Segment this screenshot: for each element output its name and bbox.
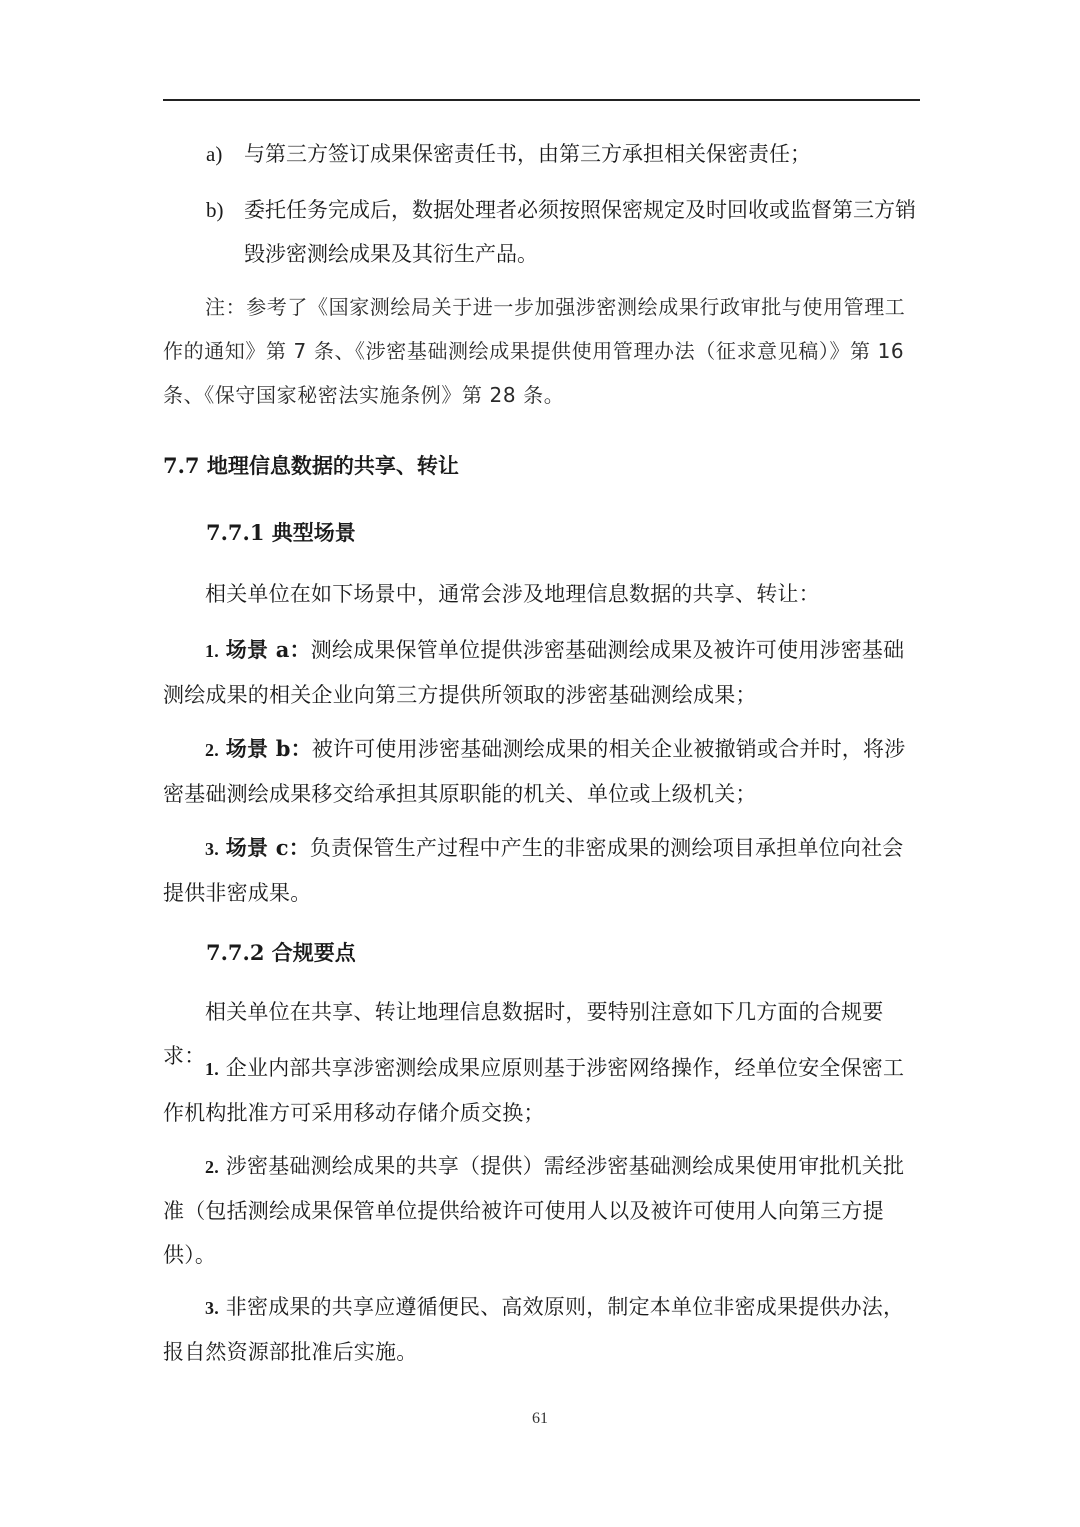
scenarios-intro: 相关单位在如下场景中，通常会涉及地理信息数据的共享、转让： (205, 582, 820, 606)
scenario-item (163, 826, 920, 915)
scenario-number: 2. (205, 740, 219, 760)
compliance-point (163, 1046, 920, 1135)
scenario-label: 场景 c： (225, 835, 310, 860)
scenario-label: 场景 a： (225, 637, 311, 662)
page-number: 61 (532, 1410, 548, 1427)
compliance-intro: 相关单位在共享、转让地理信息数据时，要特别注意如下几方面的合规要求： (163, 1000, 884, 1068)
compliance-number: 3. (205, 1298, 219, 1318)
reference-note: 注：参考了《国家测绘局关于进一步加强涉密测绘成果行政审批与使用管理工作的通知》第 7 条、《涉密基础测绘成果提供使用管理办法（征求意见稿）》第 16 条、《保守国家秘密法实施条例》第 28 条。 (163, 295, 906, 407)
compliance-text: 涉密基础测绘成果的共享（提供）需经涉密基础测绘成果使用审批机关批准（包括测绘成果保管单位提供给被许可使用人以及被许可使用人向第三方提供）。 (163, 1154, 905, 1267)
scenario-text: 测绘成果保管单位提供涉密基础测绘成果及被许可使用涉密基础测绘成果的相关企业向第三方提供所领取的涉密基础测绘成果； (163, 638, 905, 707)
scenario-text: 被许可使用涉密基础测绘成果的相关企业被撤销或合并时，将涉密基础测绘成果移交给承担其原职能的机关、单位或上级机关； (163, 737, 906, 806)
section-heading-7-7: 7.7 地理信息数据的共享、转让 (163, 453, 459, 478)
scenario-label: 场景 b： (225, 736, 312, 761)
list-item-b (206, 188, 920, 276)
compliance-number: 2. (205, 1157, 219, 1177)
compliance-point (163, 1285, 920, 1374)
header-rule (163, 99, 920, 101)
list-marker-a: a) (206, 142, 223, 166)
list-text-b: 委托任务完成后，数据处理者必须按照保密规定及时回收或监督第三方销毁涉密测绘成果及其衍生产品。 (244, 198, 916, 266)
scenario-number: 3. (205, 839, 219, 859)
subsection-heading-7-7-1: 7.7.1 典型场景 (206, 520, 356, 545)
compliance-text: 企业内部共享涉密测绘成果应原则基于涉密网络操作，经单位安全保密工作机构批准方可采用移动存储介质交换； (163, 1056, 905, 1125)
compliance-number: 1. (205, 1059, 219, 1079)
scenario-item (163, 628, 920, 717)
scenario-text: 负责保管生产过程中产生的非密成果的测绘项目承担单位向社会提供非密成果。 (163, 836, 904, 905)
subsection-heading-7-7-2: 7.7.2 合规要点 (206, 940, 356, 965)
compliance-point (163, 1144, 920, 1277)
list-text-a: 与第三方签订成果保密责任书，由第三方承担相关保密责任； (244, 142, 811, 166)
scenario-number: 1. (205, 641, 219, 661)
scenario-item (163, 727, 920, 816)
list-item-a (206, 132, 920, 176)
compliance-text: 非密成果的共享应遵循便民、高效原则，制定本单位非密成果提供办法，报自然资源部批准后实施。 (163, 1295, 905, 1364)
list-marker-b: b) (206, 198, 224, 222)
